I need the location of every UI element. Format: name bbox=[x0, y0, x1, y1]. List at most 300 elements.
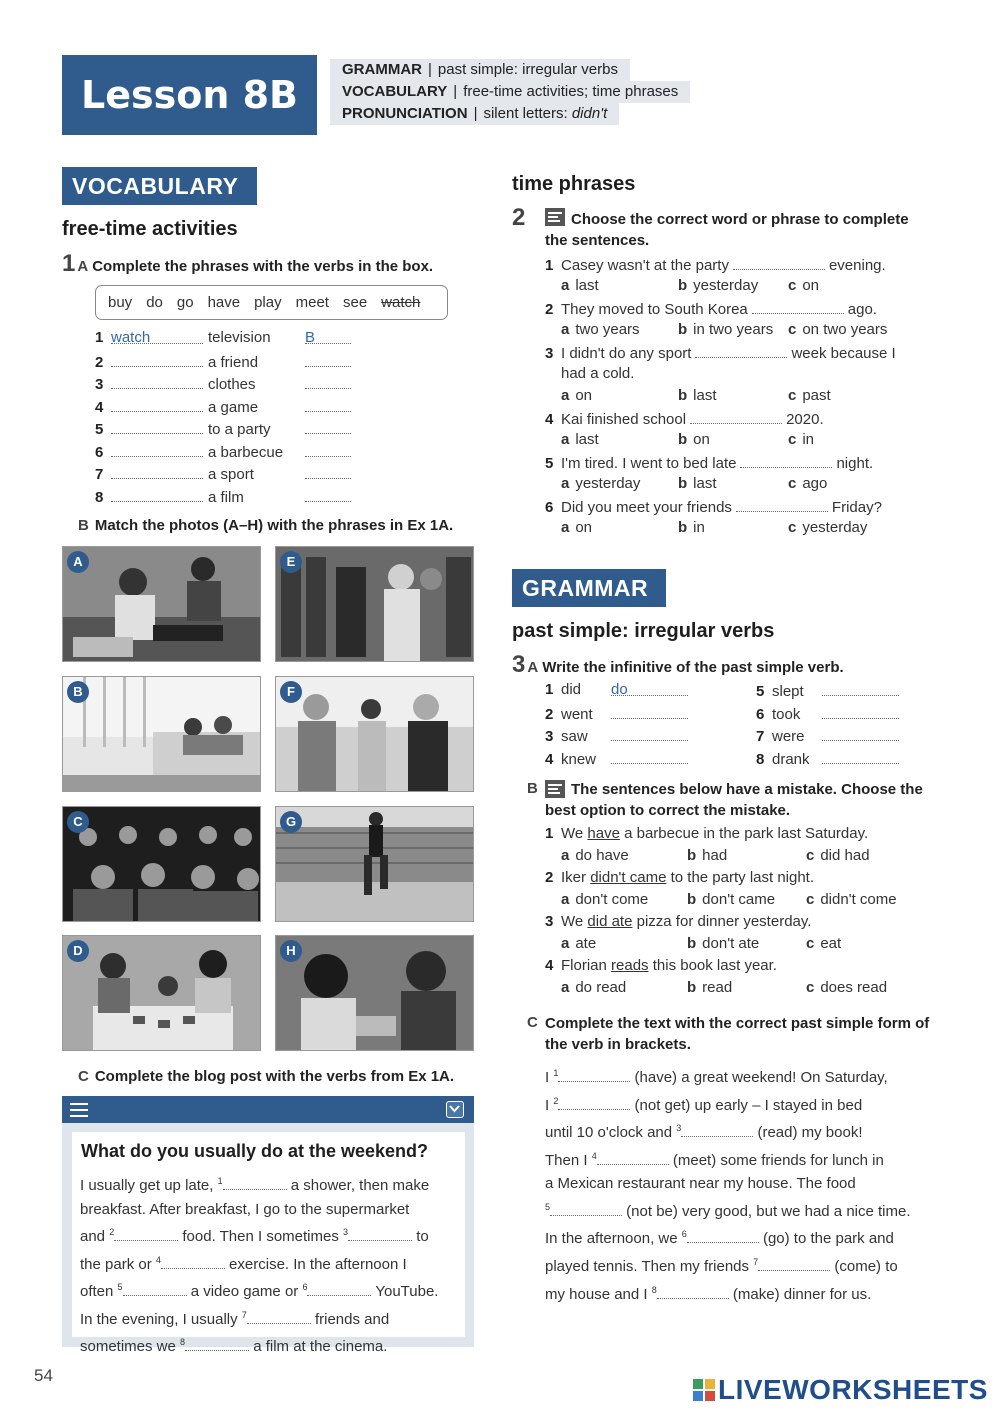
option-b[interactable] bbox=[678, 473, 788, 495]
option-b[interactable] bbox=[678, 385, 788, 407]
option-text: on bbox=[575, 387, 593, 404]
blog-text-part: often bbox=[80, 1283, 118, 1300]
option-a[interactable] bbox=[561, 319, 678, 341]
option-c[interactable] bbox=[788, 275, 908, 297]
text-part: Then I bbox=[545, 1152, 592, 1170]
photo-e-clothes: E bbox=[275, 546, 474, 662]
option-letter: c bbox=[788, 321, 797, 338]
item-number: 6 bbox=[756, 705, 765, 723]
option-letter: c bbox=[788, 387, 797, 404]
answer-blank[interactable] bbox=[223, 1173, 287, 1190]
blog-text-part: sometimes we bbox=[80, 1338, 181, 1355]
option-b[interactable] bbox=[687, 889, 806, 911]
answer-blank[interactable] bbox=[111, 350, 203, 367]
options-row bbox=[545, 473, 908, 495]
item-number: 3 bbox=[95, 376, 104, 393]
gap-number: 6 bbox=[302, 1282, 308, 1292]
answer-blank[interactable] bbox=[611, 724, 688, 741]
answer-blank[interactable] bbox=[558, 1093, 630, 1110]
ex1c-header: C Complete the blog post with the verbs from Ex 1A. bbox=[78, 1068, 455, 1085]
text-part: my house and I bbox=[545, 1285, 652, 1303]
answer-blank[interactable] bbox=[822, 679, 899, 696]
ex3b-instruction: The sentences below have a mistake. Choose the best option to correct the mistake. bbox=[545, 781, 923, 819]
text-part: (make) dinner for us. bbox=[728, 1285, 872, 1303]
options-row bbox=[545, 845, 926, 867]
option-c[interactable] bbox=[788, 319, 908, 341]
question-text: Iker bbox=[561, 869, 591, 886]
answer-blank[interactable] bbox=[111, 462, 203, 479]
options-row bbox=[545, 889, 926, 911]
question-text: ago. bbox=[847, 301, 877, 318]
option-b[interactable] bbox=[687, 933, 806, 955]
photo-a-barbecue: A bbox=[62, 546, 261, 662]
grammar-heading: past simple: irregular verbs bbox=[512, 620, 775, 642]
past-verb: went bbox=[561, 705, 593, 723]
question-text: had a cold. bbox=[561, 365, 635, 382]
mistake-text: reads bbox=[611, 957, 649, 974]
option-text: ate bbox=[575, 935, 597, 952]
option-b[interactable] bbox=[687, 977, 806, 999]
answer-blank[interactable] bbox=[111, 395, 203, 412]
options-row bbox=[545, 385, 908, 407]
answer-blank[interactable] bbox=[348, 1224, 412, 1241]
topic-pronunciation: PRONUNCIATION | silent letters: didn't bbox=[330, 103, 619, 125]
answer-blank[interactable] bbox=[740, 451, 832, 468]
question-text: Friday? bbox=[831, 499, 882, 516]
options-row bbox=[545, 319, 908, 341]
option-letter: b bbox=[687, 979, 697, 996]
option-c[interactable] bbox=[806, 977, 926, 999]
option-text: don't came bbox=[702, 891, 776, 908]
question-text: evening. bbox=[828, 257, 886, 274]
time-phrases-heading: time phrases bbox=[512, 173, 636, 195]
gap-number: 2 bbox=[553, 1095, 559, 1106]
question-row bbox=[545, 451, 908, 473]
option-b[interactable] bbox=[678, 429, 788, 451]
answer-blank[interactable] bbox=[752, 297, 844, 314]
text-part: until 10 o'clock and bbox=[545, 1124, 677, 1142]
option-a[interactable] bbox=[561, 429, 678, 451]
answer-blank[interactable] bbox=[597, 1148, 669, 1165]
phrase-text: television bbox=[208, 329, 271, 346]
past-verb: were bbox=[772, 728, 805, 745]
option-b[interactable] bbox=[678, 517, 788, 539]
photo-d-game: D bbox=[62, 935, 261, 1051]
text-line bbox=[545, 1145, 911, 1173]
option-letter: a bbox=[561, 891, 570, 908]
gap-number: 7 bbox=[753, 1256, 759, 1267]
option-text: read bbox=[702, 979, 733, 996]
verb-row bbox=[756, 702, 899, 725]
phrase-text: a sport bbox=[208, 466, 254, 483]
option-text: two years bbox=[575, 321, 640, 338]
text-part: (go) to the park and bbox=[758, 1230, 894, 1248]
phrase-row bbox=[95, 395, 351, 418]
option-letter: a bbox=[561, 979, 570, 996]
question-text: Florian bbox=[561, 957, 612, 974]
question-number: 1 bbox=[545, 825, 554, 842]
answer-blank[interactable] bbox=[111, 440, 203, 457]
photo-f-party: F bbox=[275, 676, 474, 792]
item-number: 2 bbox=[95, 353, 104, 371]
answer-blank[interactable] bbox=[305, 417, 351, 434]
page-number: 54 bbox=[34, 1366, 53, 1385]
phrase-row bbox=[95, 417, 351, 440]
text-part: (not be) very good, but we had a nice time. bbox=[622, 1202, 911, 1220]
option-letter: b bbox=[678, 387, 688, 404]
answer-blank[interactable] bbox=[611, 702, 688, 719]
option-text: in two years bbox=[693, 321, 774, 338]
phrase-row bbox=[95, 350, 351, 373]
question-number: 3 bbox=[545, 345, 554, 362]
text-line bbox=[545, 1062, 911, 1090]
blog-line bbox=[80, 1249, 438, 1277]
answer-blank[interactable] bbox=[305, 485, 351, 502]
answer-blank[interactable] bbox=[611, 747, 688, 764]
option-a[interactable] bbox=[561, 517, 678, 539]
text-line bbox=[545, 1090, 911, 1118]
option-text: do read bbox=[575, 979, 627, 996]
option-text: last bbox=[575, 431, 599, 448]
question-row bbox=[545, 297, 908, 319]
blog-text-part: YouTube. bbox=[371, 1283, 439, 1300]
gap-number: 3 bbox=[676, 1123, 682, 1134]
phrase-row bbox=[95, 372, 351, 395]
option-c[interactable] bbox=[806, 845, 926, 867]
chevron-down-icon[interactable] bbox=[446, 1101, 464, 1118]
topic-vocabulary: VOCABULARY | free-time activities; time phrases bbox=[330, 81, 690, 103]
item-number: 5 bbox=[95, 421, 104, 438]
answer-blank[interactable] bbox=[822, 702, 899, 719]
blog-text-part: and bbox=[80, 1228, 110, 1245]
option-text: had bbox=[702, 847, 728, 864]
blog-text-part: exercise. In the afternoon I bbox=[224, 1255, 407, 1273]
question-text: They moved to South Korea bbox=[561, 301, 748, 318]
question-row-cont bbox=[545, 363, 908, 385]
options-row bbox=[545, 977, 926, 999]
text-part: a Mexican restaurant near my house. The food bbox=[545, 1174, 856, 1192]
phrase-text: clothes bbox=[208, 376, 256, 393]
option-text: do have bbox=[575, 847, 629, 864]
text-part: (have) a great weekend! On Saturday, bbox=[630, 1069, 888, 1086]
option-c[interactable] bbox=[788, 517, 908, 539]
blog-text-part: friends and bbox=[310, 1310, 390, 1328]
option-text: don't come bbox=[575, 891, 649, 908]
item-number: 7 bbox=[95, 466, 104, 483]
question-number: 6 bbox=[545, 499, 554, 516]
item-number: 5 bbox=[756, 683, 765, 700]
option-letter: c bbox=[806, 847, 815, 864]
gap-number: 6 bbox=[681, 1229, 687, 1240]
phrase-text: to a party bbox=[208, 421, 271, 438]
option-c[interactable] bbox=[806, 933, 926, 955]
option-text: on bbox=[802, 277, 820, 294]
question-text: Casey wasn't at the party bbox=[561, 257, 729, 274]
question-row bbox=[545, 955, 926, 977]
text-part: (meet) some friends for lunch in bbox=[668, 1152, 884, 1170]
text-part: (not get) up early – I stayed in bed bbox=[630, 1096, 863, 1114]
answer-blank[interactable] bbox=[558, 1065, 630, 1082]
option-letter: c bbox=[806, 979, 815, 996]
phrase-text: a game bbox=[208, 398, 259, 416]
ex3c-letter: C bbox=[527, 1014, 538, 1031]
option-b[interactable] bbox=[678, 275, 788, 297]
option-a[interactable] bbox=[561, 977, 687, 999]
question-row bbox=[545, 823, 926, 845]
answer-blank[interactable] bbox=[695, 341, 787, 358]
text-part: I bbox=[545, 1096, 554, 1114]
option-letter: a bbox=[561, 387, 570, 404]
liveworksheets-logo-icon bbox=[693, 1379, 715, 1401]
answer-blank[interactable] bbox=[690, 407, 782, 424]
option-letter: c bbox=[788, 431, 797, 448]
answer-blank[interactable]: B bbox=[305, 327, 351, 344]
item-number: 1 bbox=[95, 329, 104, 346]
option-text: last bbox=[575, 277, 599, 294]
vocabulary-heading: free-time activities bbox=[62, 218, 238, 240]
blog-text-part: breakfast. After breakfast, I go to the supermarket bbox=[80, 1200, 410, 1218]
phrase-row bbox=[95, 327, 351, 350]
photo-g-sport: G bbox=[275, 806, 474, 922]
question-text: I'm tired. I went to bed late bbox=[561, 455, 737, 472]
item-number: 8 bbox=[95, 488, 104, 506]
option-text: on two years bbox=[802, 321, 888, 338]
ex2-list bbox=[545, 253, 908, 539]
blog-line bbox=[80, 1331, 438, 1359]
gap-number: 4 bbox=[591, 1151, 597, 1162]
blog-text-part: the park or bbox=[80, 1255, 156, 1273]
text-line bbox=[545, 1117, 911, 1145]
text-line bbox=[545, 1279, 911, 1307]
gap-number: 2 bbox=[109, 1227, 115, 1237]
option-b[interactable] bbox=[678, 319, 788, 341]
answer-blank[interactable] bbox=[681, 1120, 753, 1137]
answer-blank[interactable] bbox=[305, 395, 351, 412]
question-text: a barbecue in the park last Saturday. bbox=[619, 825, 869, 842]
options-row bbox=[545, 429, 908, 451]
options-row bbox=[545, 933, 926, 955]
answer-blank[interactable] bbox=[185, 1334, 249, 1351]
gap-number: 8 bbox=[180, 1337, 186, 1347]
ex3a-header: 3 A Write the infinitive of the past simple verb. bbox=[512, 651, 844, 678]
answer-blank[interactable] bbox=[822, 724, 899, 741]
option-text: ago bbox=[802, 475, 828, 492]
option-letter: a bbox=[561, 847, 570, 864]
past-verb: slept bbox=[772, 683, 804, 700]
ex3c-text bbox=[545, 1062, 911, 1306]
answer-blank[interactable] bbox=[247, 1307, 311, 1324]
blog-text-part: food. Then I sometimes bbox=[178, 1228, 344, 1245]
question-text: pizza for dinner yesterday. bbox=[632, 913, 812, 930]
answer-blank[interactable] bbox=[111, 485, 203, 502]
answer-blank[interactable] bbox=[111, 417, 203, 434]
options-row bbox=[545, 275, 908, 297]
option-text: in bbox=[693, 519, 705, 536]
option-letter: b bbox=[687, 891, 697, 908]
answer-blank[interactable] bbox=[305, 462, 351, 479]
question-number: 4 bbox=[545, 957, 554, 974]
option-letter: a bbox=[561, 519, 570, 536]
mistake-text: have bbox=[587, 825, 620, 842]
answer-blank[interactable] bbox=[733, 253, 825, 270]
answer-blank[interactable] bbox=[305, 372, 351, 389]
phrase-text: a barbecue bbox=[208, 443, 284, 461]
ex1b-header: B Match the photos (A–H) with the phrases in Ex 1A. bbox=[78, 517, 454, 534]
mistake-text: didn't came bbox=[590, 869, 667, 886]
option-b[interactable] bbox=[687, 845, 806, 867]
gap-number: 1 bbox=[553, 1068, 559, 1078]
grammar-banner: GRAMMAR bbox=[512, 569, 666, 607]
blog-text-part: to bbox=[412, 1228, 429, 1245]
answer-blank[interactable] bbox=[114, 1224, 178, 1241]
option-c[interactable] bbox=[806, 889, 926, 911]
verb-row bbox=[756, 747, 899, 770]
verb-row bbox=[545, 724, 688, 747]
option-c[interactable] bbox=[788, 473, 908, 495]
answer-blank[interactable] bbox=[161, 1252, 225, 1269]
answer-blank[interactable]: do bbox=[611, 679, 688, 696]
phrase-text: a film bbox=[208, 488, 244, 506]
option-text: yesterday bbox=[802, 519, 868, 536]
blog-text-part: In the evening, I usually bbox=[80, 1310, 242, 1328]
answer-blank[interactable] bbox=[758, 1254, 830, 1271]
blog-toolbar bbox=[62, 1096, 474, 1123]
option-letter: b bbox=[678, 431, 688, 448]
past-verb: saw bbox=[561, 728, 588, 745]
verb-row bbox=[545, 702, 688, 725]
answer-blank[interactable] bbox=[307, 1279, 371, 1296]
gap-number: 1 bbox=[217, 1176, 223, 1186]
lesson-title: Lesson 8B bbox=[62, 55, 317, 135]
text-part: (come) to bbox=[830, 1257, 898, 1275]
blog-text-part: a shower, then make bbox=[286, 1177, 430, 1194]
option-a[interactable] bbox=[561, 933, 687, 955]
ex2-instruction: Choose the correct word or phrase to complete the sentences. bbox=[545, 211, 909, 249]
past-verb: drank bbox=[772, 750, 810, 768]
gap-number: 4 bbox=[155, 1254, 161, 1265]
text-part: In the afternoon, we bbox=[545, 1230, 682, 1248]
item-number: 3 bbox=[545, 728, 554, 745]
answer-blank[interactable] bbox=[736, 495, 828, 512]
text-part: I bbox=[545, 1069, 554, 1086]
option-c[interactable] bbox=[788, 385, 908, 407]
item-number: 7 bbox=[756, 728, 765, 745]
text-line bbox=[545, 1223, 911, 1251]
answer-blank[interactable] bbox=[123, 1279, 187, 1296]
answer-blank[interactable]: watch bbox=[111, 327, 203, 344]
question-number: 2 bbox=[545, 301, 554, 318]
past-verb: took bbox=[772, 705, 801, 723]
question-row bbox=[545, 867, 926, 889]
question-number: 3 bbox=[545, 913, 554, 930]
answer-blank[interactable] bbox=[111, 372, 203, 389]
topic-grammar: GRAMMAR | past simple: irregular verbs bbox=[330, 59, 630, 81]
blog-line bbox=[80, 1304, 438, 1332]
ex3b-list bbox=[545, 823, 926, 999]
past-verb: did bbox=[561, 681, 582, 698]
gap-number: 5 bbox=[545, 1201, 551, 1212]
phrase-row bbox=[95, 462, 351, 485]
word-box: buy do go have play meet see watch bbox=[95, 285, 448, 320]
phrase-row bbox=[95, 440, 351, 463]
option-text: on bbox=[575, 519, 593, 536]
option-text: did had bbox=[820, 847, 870, 864]
option-text: yesterday bbox=[575, 475, 641, 492]
option-letter: c bbox=[806, 935, 815, 952]
option-text: last bbox=[693, 387, 717, 404]
option-a[interactable] bbox=[561, 473, 678, 495]
answer-blank[interactable] bbox=[822, 747, 899, 764]
question-text: night. bbox=[836, 455, 874, 472]
option-letter: a bbox=[561, 431, 570, 448]
mistake-text: did ate bbox=[587, 913, 633, 930]
option-a[interactable] bbox=[561, 845, 687, 867]
option-letter: c bbox=[788, 475, 797, 492]
question-text: week because I bbox=[791, 345, 896, 362]
option-letter: c bbox=[788, 519, 797, 536]
answer-blank[interactable] bbox=[687, 1226, 759, 1243]
question-text: Kai finished school bbox=[561, 411, 687, 428]
verb-row bbox=[756, 724, 899, 747]
option-a[interactable] bbox=[561, 385, 678, 407]
photo-h-friends: H bbox=[275, 935, 474, 1051]
text-line bbox=[545, 1173, 911, 1196]
question-number: 4 bbox=[545, 411, 554, 428]
option-text: yesterday bbox=[693, 277, 759, 294]
option-c[interactable] bbox=[788, 429, 908, 451]
ex2-number: 2 bbox=[512, 204, 526, 231]
blog-line bbox=[80, 1276, 438, 1304]
text-part: (read) my book! bbox=[753, 1124, 863, 1142]
blog-line bbox=[80, 1198, 438, 1222]
question-text: to the party last night. bbox=[666, 869, 815, 886]
gap-number: 5 bbox=[117, 1282, 123, 1292]
hamburger-icon[interactable] bbox=[70, 1102, 88, 1117]
item-number: 6 bbox=[95, 443, 104, 461]
question-text: I didn't do any sport bbox=[561, 345, 692, 362]
option-text: didn't come bbox=[820, 891, 897, 908]
vocabulary-banner: VOCABULARY bbox=[62, 167, 257, 205]
answer-blank[interactable] bbox=[657, 1282, 729, 1299]
ex3a-list-right bbox=[756, 679, 899, 769]
option-letter: a bbox=[561, 277, 570, 294]
option-letter: b bbox=[687, 847, 697, 864]
blog-post bbox=[72, 1132, 465, 1355]
brand-name: LIVEWORKSHEETS bbox=[718, 1374, 988, 1405]
text-part: played tennis. Then my friends bbox=[545, 1257, 754, 1275]
blog-line bbox=[80, 1170, 438, 1198]
option-text: on bbox=[693, 431, 710, 448]
answer-blank[interactable] bbox=[305, 350, 351, 367]
text-line bbox=[545, 1196, 911, 1224]
blog-text bbox=[80, 1170, 438, 1359]
option-text: eat bbox=[820, 935, 842, 952]
gap-number: 3 bbox=[343, 1227, 349, 1237]
phrase-row bbox=[95, 485, 351, 508]
question-text: 2020. bbox=[786, 411, 824, 428]
option-a[interactable] bbox=[561, 889, 687, 911]
option-a[interactable] bbox=[561, 275, 678, 297]
photo-c-cinema: C bbox=[62, 806, 261, 922]
option-text: don't ate bbox=[702, 935, 760, 952]
answer-blank[interactable] bbox=[550, 1199, 622, 1216]
options-row bbox=[545, 517, 908, 539]
answer-blank[interactable] bbox=[305, 440, 351, 457]
option-letter: b bbox=[678, 277, 688, 294]
verb-row bbox=[756, 679, 899, 702]
option-letter: a bbox=[561, 475, 570, 492]
question-text: We bbox=[561, 825, 588, 842]
